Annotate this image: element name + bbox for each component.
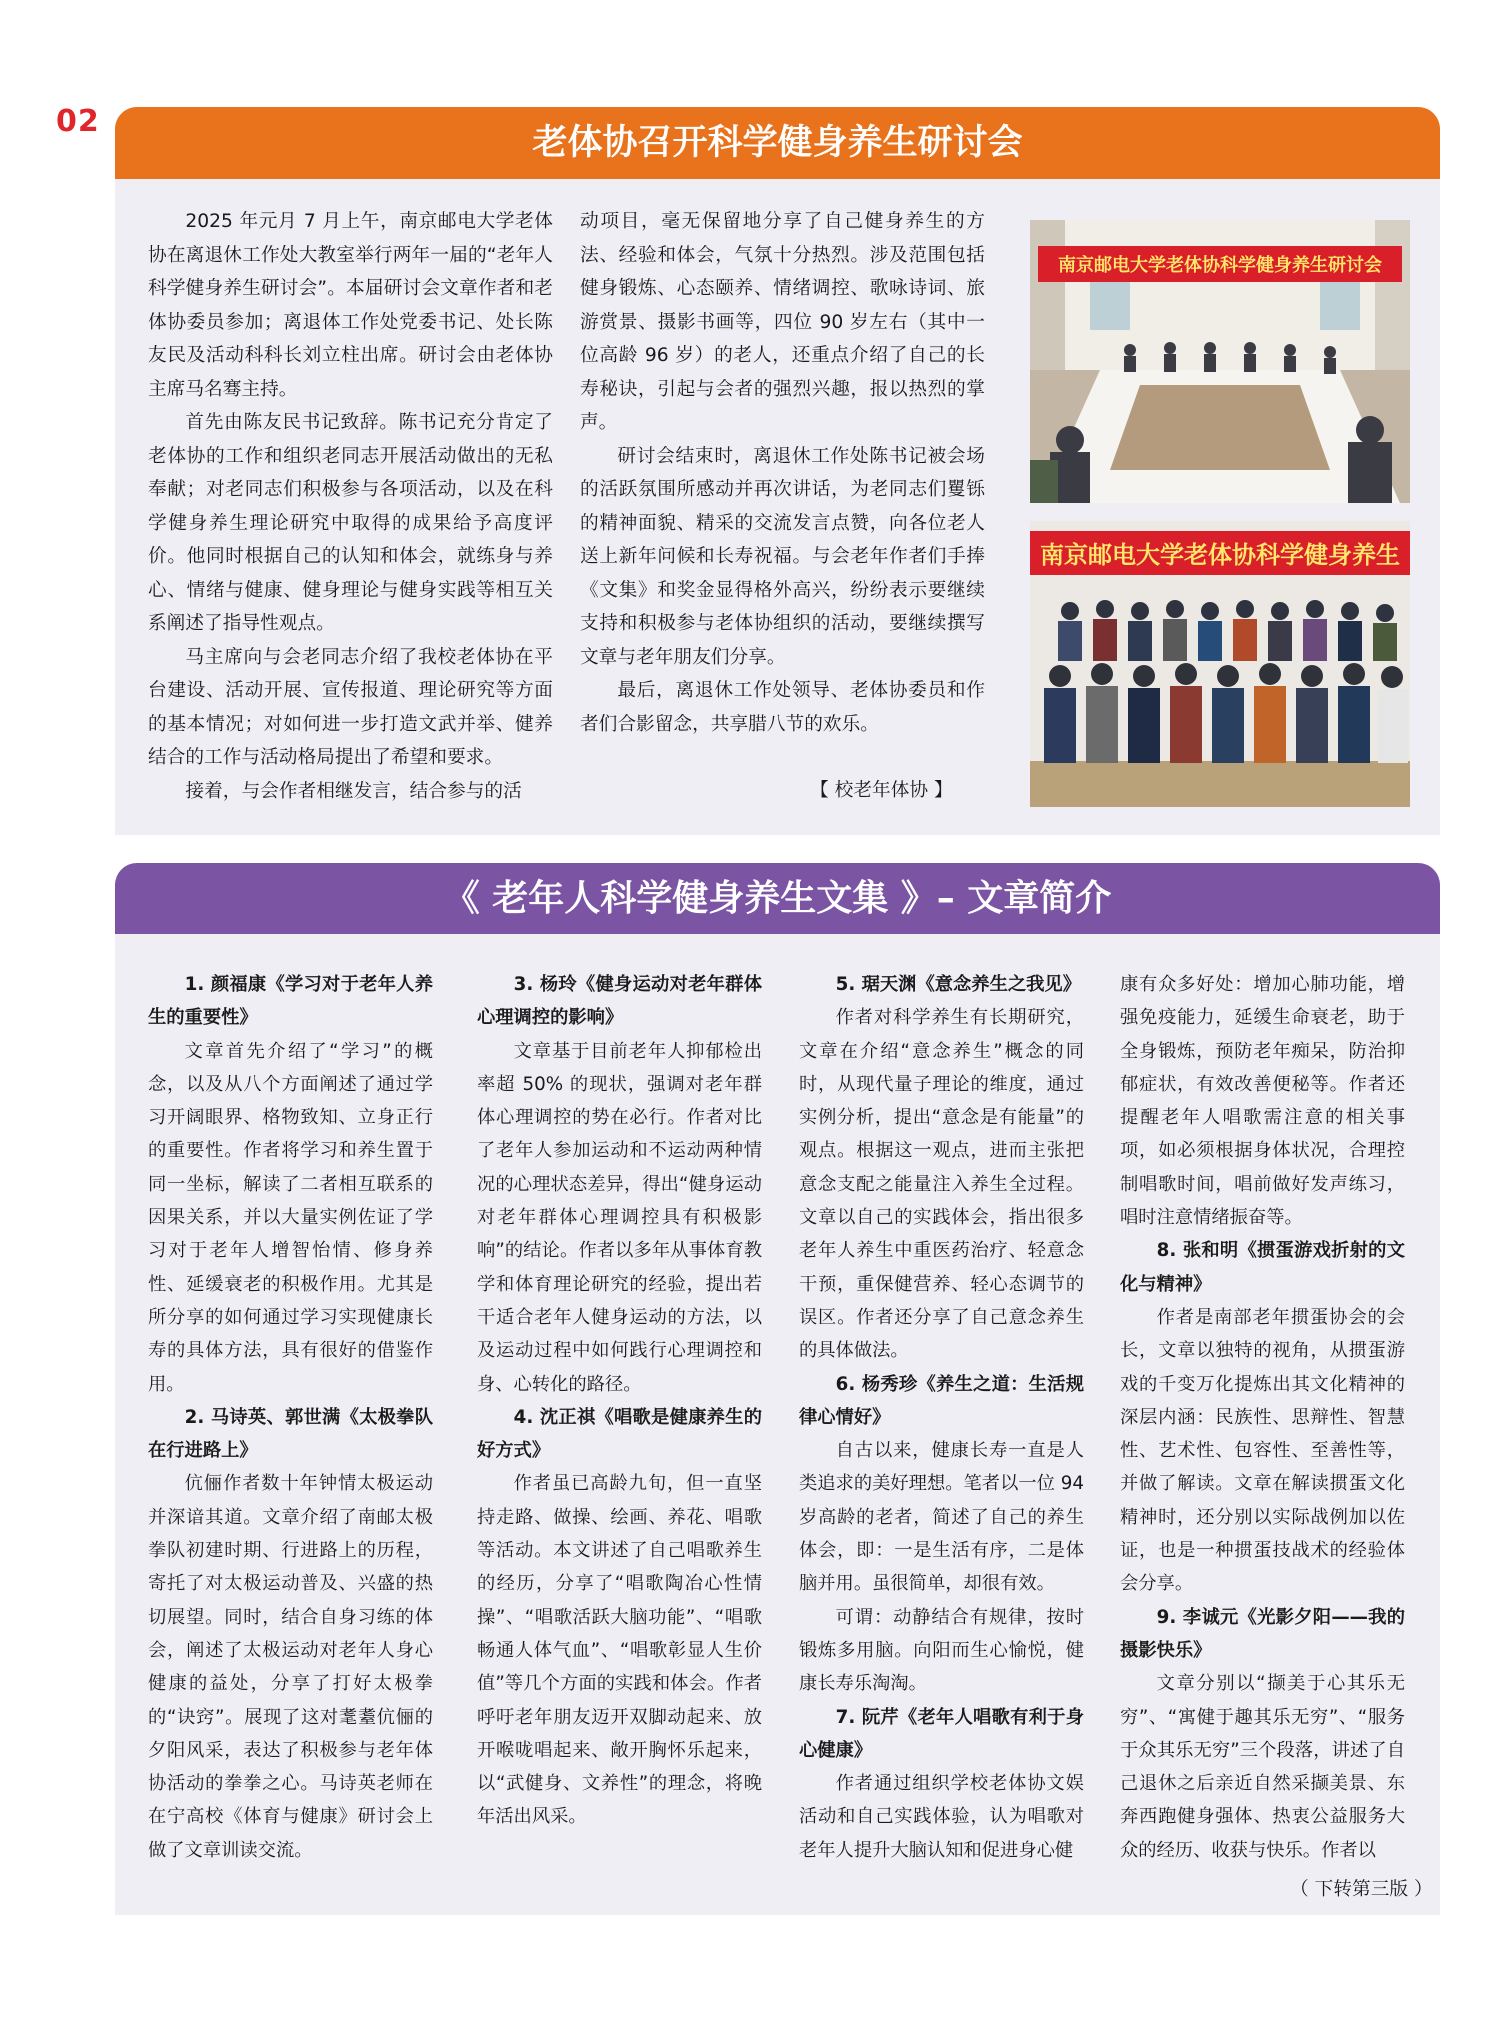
paragraph: 2025 年元月 7 月上午，南京邮电大学老体协在离退休工作处大教室举行两年一届的“老年人科学健身养生研讨会”。本届研讨会文章作者和老体协委员参加；离退体工作处党委书记、处长陈友民及活动科科长刘立柱出席。研讨会由老体协主席马名骞主持。 [148, 211, 553, 400]
paragraph: 首先由陈友民书记致辞。陈书记充分肯定了老体协的工作和组织老同志开展活动做出的无私奉献；对老同志们积极参与各项活动，以及在科学健身养生理论研究中取得的成果给予高度评价。他同时根据自己的认知和体会，就练身与养心、情绪与健康、健身理论与健身实践等相互关系阐述了指导性观点。 [148, 412, 553, 634]
article-heading: 4. 沈正祺《唱歌是健康养生的好方式》 [477, 1406, 762, 1462]
article-source: 【 校老年体协 】 [810, 780, 953, 801]
group-photo-illustration [1030, 521, 1410, 807]
article-heading: 6. 杨秀珍《养生之道：生活规律心情好》 [799, 1373, 1084, 1428]
paragraph: 研讨会结束时，离退休工作处陈书记被会场的活跃氛围所感动并再次讲话，为老同志们矍铄的精神面貌、精采的交流发言点赞，向各位老人送上新年问候和长寿祝福。与会老年作者们手捧《文集》和奖金显得格外高兴，纷纷表示要继续支持和积极参与老体协组织的活动，要继续撰写文章与老年朋友们分享。 [580, 445, 985, 668]
page-number: 02 [56, 104, 100, 139]
paragraph: 最后，离退休工作处领导、老体协委员和作者们合影留念，共享腊八节的欢乐。 [580, 680, 985, 735]
article-heading: 8. 张和明《掼蛋游戏折射的文化与精神》 [1120, 1240, 1405, 1295]
article-heading: 7. 阮芹《老年人唱歌有利于身心健康》 [799, 1706, 1084, 1761]
article-summary: 伉俪作者数十年钟情太极运动并深谙其道。文章介绍了南邮太极拳队初建时期、行进路上的历程，寄托了对太极运动普及、兴盛的热切展望。同时，结合自身习练的体会，阐述了太极运动对老年人身心健康的益处，分享了打好太极拳的“诀窍”。展现了这对耄耋伉俪的夕阳风采，表达了积极参与老年体协活动的拳拳之心。马诗英老师在在宁高校《体育与健康》研讨会上做了文章训读交流。 [148, 1473, 433, 1861]
banner-text: 南京邮电大学老体协科学健身养生 [1040, 541, 1400, 569]
article-summary: 作者虽已高龄九旬，但一直坚持走路、做操、绘画、养花、唱歌等活动。本文讲述了自己唱歌养生的经历，分享了“唱歌陶冶心性情操”、“唱歌活跃大脑功能”、“唱歌畅通人体气血”、“唱歌彰显人生价值”等几个方面的实践和体会。作者呼吁老年朋友迈开双脚动起来、放开喉咙唱起来、敞开胸怀乐起来，以“武健身、文养性”的理念，将晚年活出风采。 [477, 1473, 762, 1828]
seminar-meeting-photo [1030, 220, 1410, 503]
seminar-group-photo [1030, 521, 1410, 807]
seminar-column-1 [148, 205, 553, 808]
article-summary: 作者通过组织学校老体协文娱活动和自己实践体验，认为唱歌对老年人提升大脑认知和促进身心健 [799, 1773, 1084, 1861]
article-summary: 康有众多好处：增加心肺功能，增强免疫能力，延缓生命衰老，助于全身锻炼，预防老年痴呆，防治抑郁症状，有效改善便秘等。作者还提醒老年人唱歌需注意的相关事项，如必须根据身体状况，合理控制唱歌时间，唱前做好发声练习，唱时注意情绪振奋等。 [1120, 974, 1405, 1229]
article-heading: 2. 马诗英、郭世满《太极拳队在行进路上》 [148, 1406, 433, 1462]
paragraph: 接着，与会作者相继发言，结合参与的活 [185, 780, 522, 802]
article-summary: 自古以来，健康长寿一直是人类追求的美好理想。笔者以一位 94 岁高龄的老者，简述了自己的养生体会，即：一是生活有序，二是体脑并用。虽很简单，却很有效。 [799, 1440, 1085, 1595]
seminar-column-2 [580, 205, 985, 741]
article-heading: 1. 颜福康《学习对于老年人养生的重要性》 [148, 974, 433, 1029]
section-title-seminar: 老体协召开科学健身养生研讨会 [115, 107, 1440, 179]
banner-text: 南京邮电大学老体协科学健身养生研讨会 [1058, 255, 1382, 276]
article-heading: 5. 琚天渊《意念养生之我见》 [835, 974, 1081, 995]
meeting-photo-illustration [1030, 220, 1410, 503]
article-heading: 3. 杨玲《健身运动对老年群体心理调控的影响》 [477, 974, 762, 1029]
article-summary: 文章基于目前老年人抑郁检出率超 50% 的现状，强调对老年群体心理调控的势在必行。作者对比了老年人参加运动和不运动两种情况的心理状态差异，得出“健身运动对老年群体心理调控具有积极影响”的结论。作者以多年从事体育教学和体育理论研究的经验，提出若干适合老年人健身运动的方法，以及运动过程中如何践行心理调控和身、心转化的路径。 [477, 1040, 762, 1395]
article-summary: 文章分别以“撷美于心其乐无穷”、“寓健于趣其乐无穷”、“服务于众其乐无穷”三个段落，讲述了自己退休之后亲近自然采撷美景、东奔西跑健身强体、热衷公益服务大众的经历、收获与快乐。作者以 [1120, 1673, 1405, 1861]
anthology-column-4 [1120, 968, 1405, 1867]
article-summary: 文章首先介绍了“学习”的概念，以及从八个方面阐述了通过学习开阔眼界、格物致知、立身正行的重要性。作者将学习和养生置于同一坐标，解读了二者相互联系的因果关系，并以大量实例佐证了学习对于老年人增智怡情、修身养性、延缓衰老的积极作用。尤其是所分享的如何通过学习实现健康长寿的具体方法，具有很好的借鉴作用。 [148, 1040, 433, 1395]
section-title-anthology: 《 老年人科学健身养生文集 》– 文章简介 [115, 863, 1440, 934]
continued-notice: （ 下转第三版 ） [1290, 1879, 1433, 1900]
article-heading: 9. 李诚元《光影夕阳——我的摄影快乐》 [1120, 1606, 1405, 1661]
article-summary: 作者是南部老年掼蛋协会的会长，文章以独特的视角，从掼蛋游戏的千变万化提炼出其文化精神的深层内涵：民族性、思辩性、智慧性、艺术性、包容性、至善性等，并做了解读。文章在解读掼蛋文化精神时，还分别以实际战例加以佐证，也是一种掼蛋技战术的经验体会分享。 [1120, 1306, 1405, 1595]
article-summary: 作者对科学养生有长期研究，文章在介绍“意念养生”概念的同时，从现代量子理论的维度，通过实例分析，提出“意念是有能量”的观点。根据这一观点，进而主张把意念支配之能量注入养生全过程。文章以自己的实践体会，指出很多老年人养生中重医药治疗、轻意念干预，重保健营养、轻心态调节的误区。作者还分享了自己意念养生的具体做法。 [799, 1007, 1084, 1362]
anthology-column-1 [148, 968, 433, 1867]
paragraph: 马主席向与会老同志介绍了我校老体协在平台建设、活动开展、宣传报道、理论研究等方面的基本情况；对如何进一步打造文武并举、健养结合的工作与活动格局提出了希望和要求。 [148, 646, 553, 768]
paragraph: 动项目，毫无保留地分享了自己健身养生的方法、经验和体会，气氛十分热烈。涉及范围包括健身锻炼、心态颐养、情绪调控、歌咏诗词、旅游赏景、摄影书画等，四位 90 岁左右（其中一位高龄 96 岁）的老人，还重点介绍了自己的长寿秘诀，引起与会者的强烈兴趣，报以热烈的掌声。 [580, 211, 985, 433]
anthology-column-3 [799, 968, 1084, 1867]
article-summary: 可谓：动静结合有规律，按时锻炼多用脑。向阳而生心愉悦，健康长寿乐淘淘。 [799, 1606, 1084, 1695]
anthology-column-2 [477, 968, 762, 1834]
